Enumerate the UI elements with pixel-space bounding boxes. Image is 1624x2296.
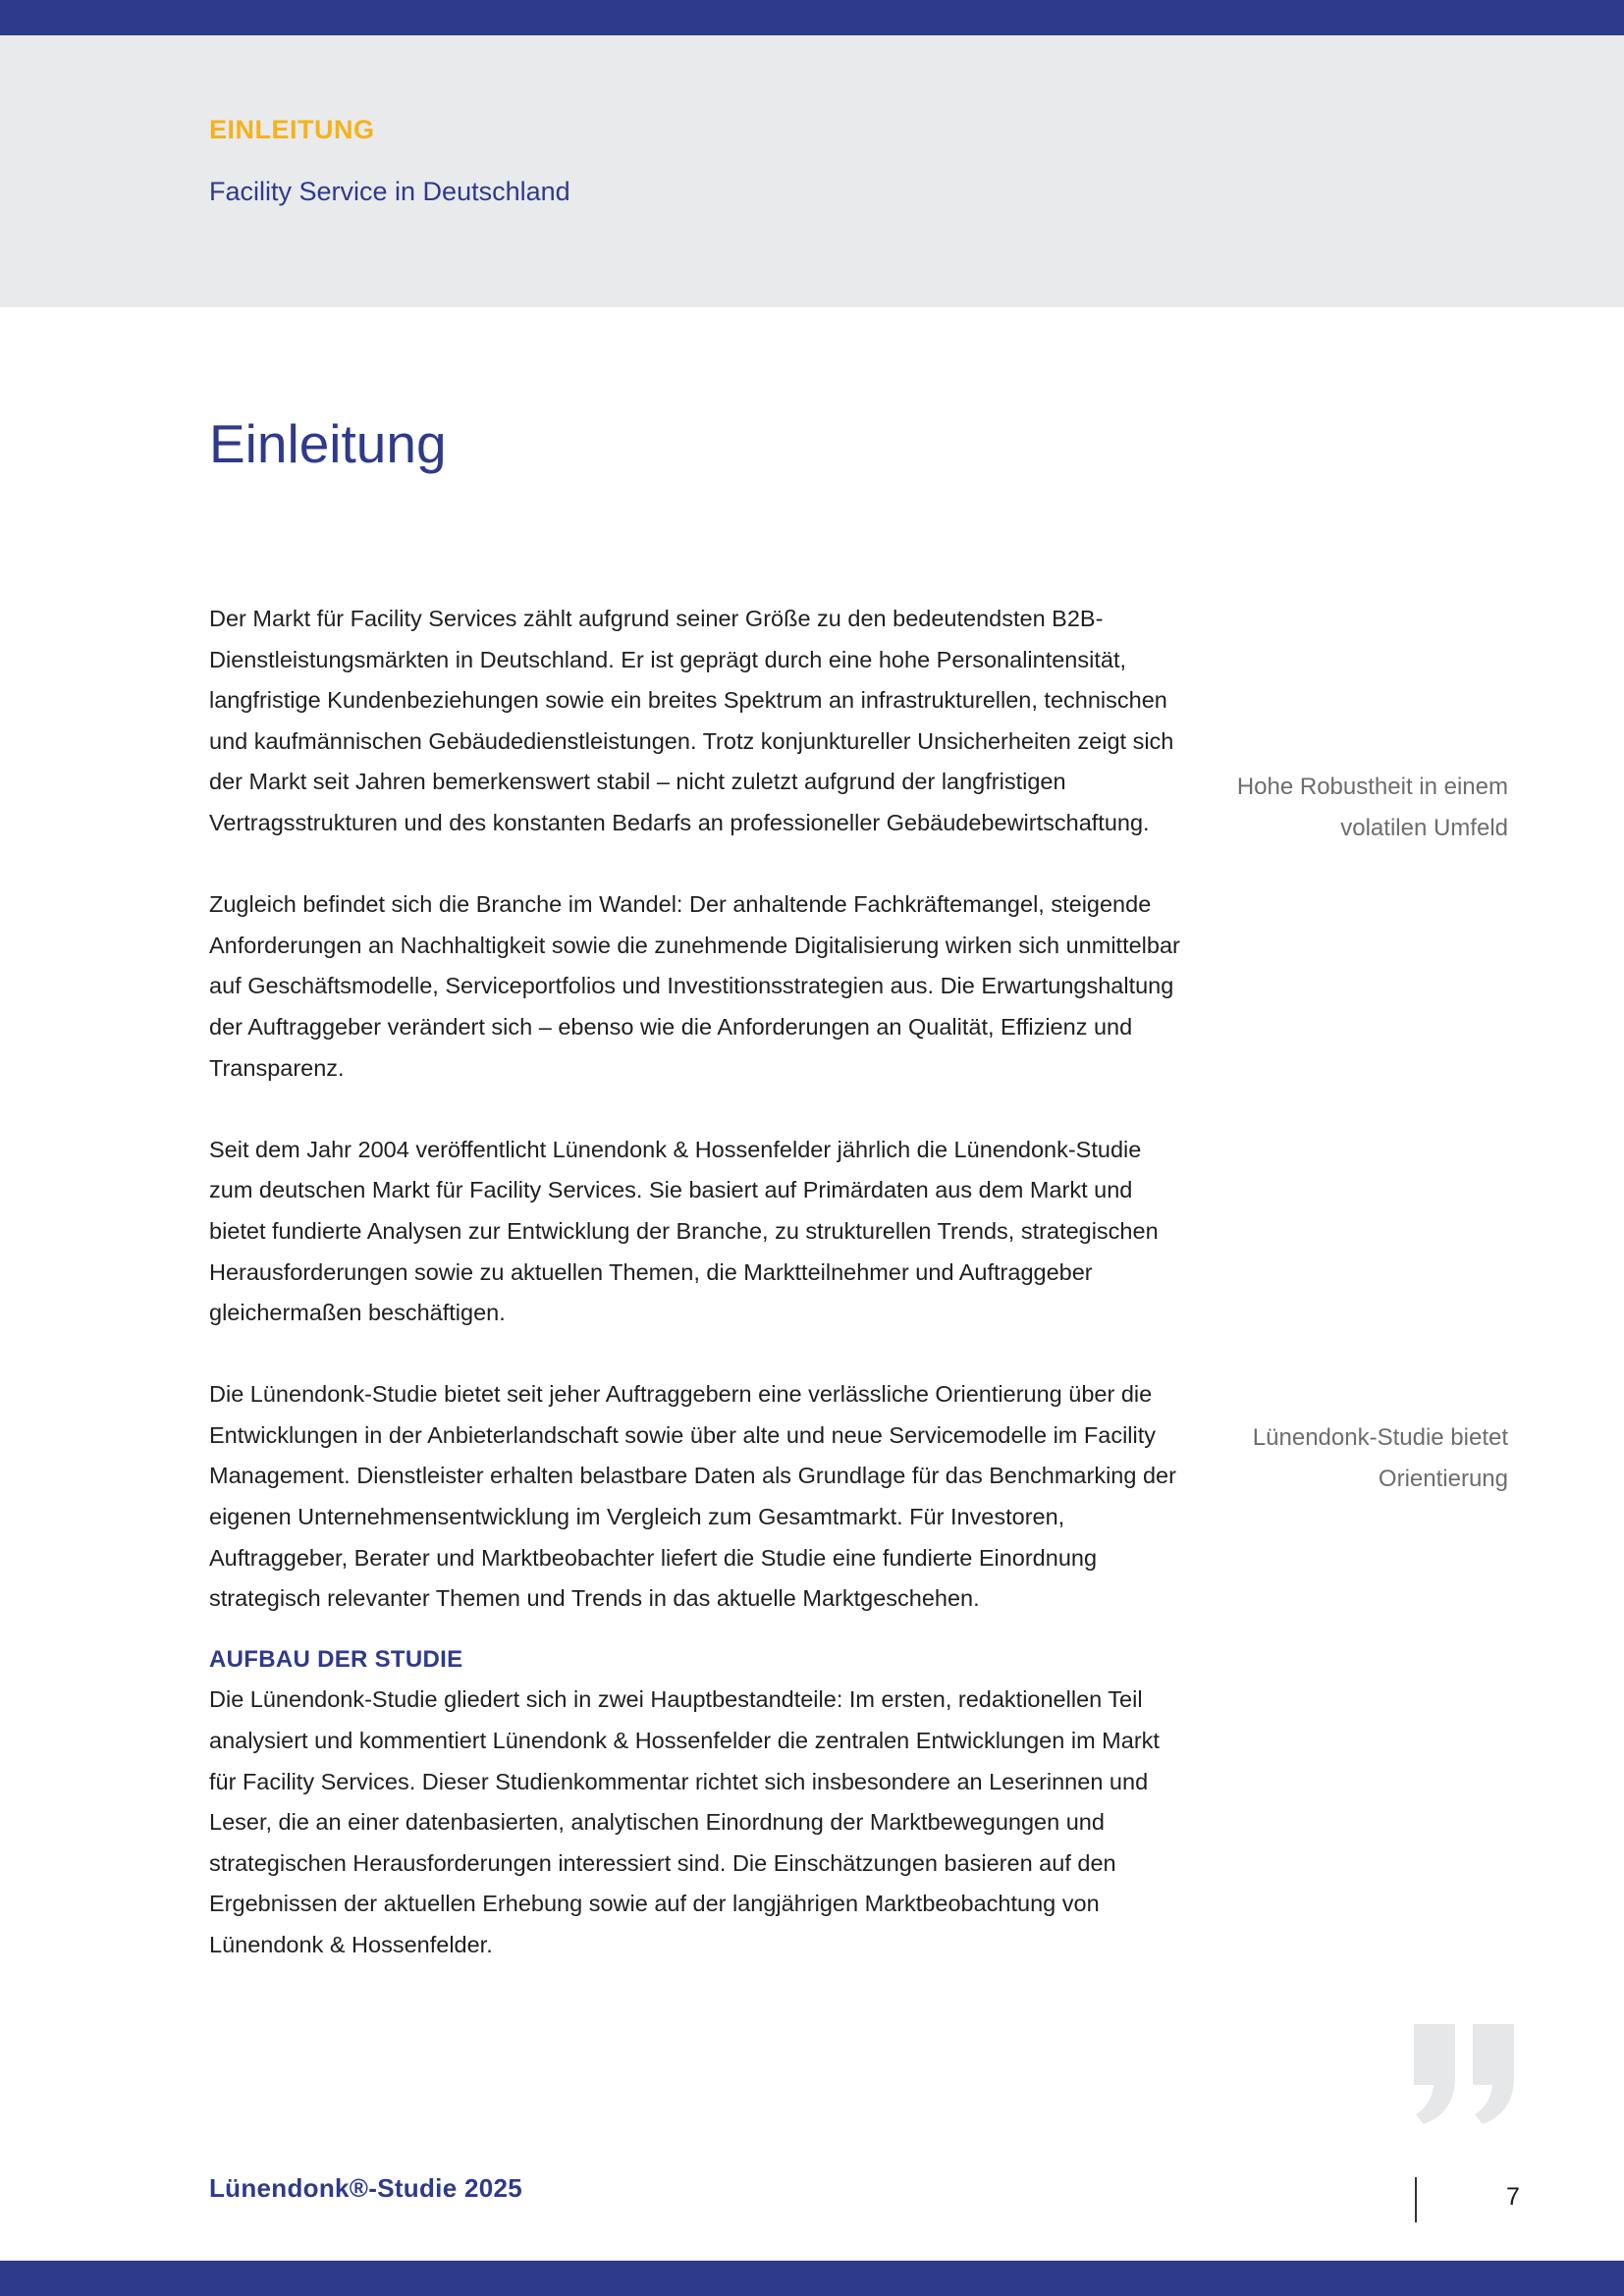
top-bar xyxy=(0,0,1624,35)
margin-note: Lünendonk-Studie bietet Orientierung xyxy=(1252,1424,1508,1492)
bottom-bar xyxy=(0,2261,1624,2296)
footer-brand: Lünendonk®-Studie 2025 xyxy=(209,2173,523,2203)
header-band xyxy=(0,35,1624,307)
body-text xyxy=(209,599,1181,2006)
section-label: EINLEITUNG xyxy=(209,115,375,144)
section-subtitle: Facility Service in Deutschland xyxy=(209,177,570,206)
page-title: Einleitung xyxy=(209,413,447,474)
paragraph: Die Lünendonk-Studie bietet seit jeher Auftraggebern eine verlässliche Orientierung über die Entwicklungen in der Anbieterlandschaft sowie über alte und neue Servicemodelle im Facility Management. Dienstleister erhalten belastbare Daten als Grundlage für das Benchmarking der eigenen Unternehmensentwicklung im Vergleich zum Gesamtmarkt. Für Investoren, Auftraggeber, Berater und Marktbeobachter liefert die Studie eine fundierte Einordnung strategisch relevanter Themen und Trends in das aktuelle Marktgeschehen. xyxy=(209,1381,1176,1612)
paragraph: Seit dem Jahr 2004 veröffentlicht Lünendonk & Hossenfelder jährlich die Lünendonk-Studie zum deutschen Markt für Facility Services. Sie basiert auf Primärdaten aus dem Markt und bietet fundierte Analysen zur Entwicklung der Branche, zu strukturellen Trends, strategischen Herausforderungen sowie zu aktuellen Themen, die Marktteilnehmer und Auftraggeber gleichermaßen beschäftigen. xyxy=(209,1136,1159,1326)
subheading: AUFBAU DER STUDIE xyxy=(209,1645,463,1673)
paragraph: Der Markt für Facility Services zählt aufgrund seiner Größe zu den bedeutendsten B2B-Dienstleistungsmärkten in Deutschland. Er ist geprägt durch eine hohe Personalintensität, langfristige Kundenbeziehungen sowie ein breites Spektrum an infrastrukturellen, technischen und kaufmännischen Gebäudedienstleistungen. Trotz konjunktureller Unsicherheiten zeigt sich der Markt seit Jahren bemerkenswert stabil – nicht zuletzt aufgrund der langfristigen Vertragsstrukturen und des konstanten Bedarfs an professioneller Gebäudebewirtschaftung. xyxy=(209,606,1174,835)
footer-divider xyxy=(1415,2177,1417,2222)
paragraph: Zugleich befindet sich die Branche im Wandel: Der anhaltende Fachkräftemangel, steigende Anforderungen an Nachhaltigkeit sowie die zunehmende Digitalisierung wirken sich unmittelbar auf Geschäftsmodelle, Serviceportfolios und Investitionsstrategien aus. Die Erwartungshaltung der Auftraggeber verändert sich – ebenso wie die Anforderungen an Qualität, Effizienz und Transparenz. xyxy=(209,891,1180,1081)
page-number: 7 xyxy=(1506,2183,1520,2211)
paragraph: Die Lünendonk-Studie gliedert sich in zwei Hauptbestandteile: Im ersten, redaktionellen Teil analysiert und kommentiert Lünendonk & Hossenfelder die zentralen Entwicklungen im Markt für Facility Services. Dieser Studienkommentar richtet sich insbesondere an Leserinnen und Leser, die an einer datenbasierten, analytischen Einordnung der Marktbewegungen und strategischen Herausforderungen interessiert sind. Die Einschätzungen basieren auf den Ergebnissen der aktuellen Erhebung sowie auf der langjährigen Marktbeobachtung von Lünendonk & Hossenfelder. xyxy=(209,1686,1160,1957)
closing-quote-icon xyxy=(1412,2020,1522,2126)
margin-note: Hohe Robustheit in einem volatilen Umfeld xyxy=(1236,774,1508,841)
